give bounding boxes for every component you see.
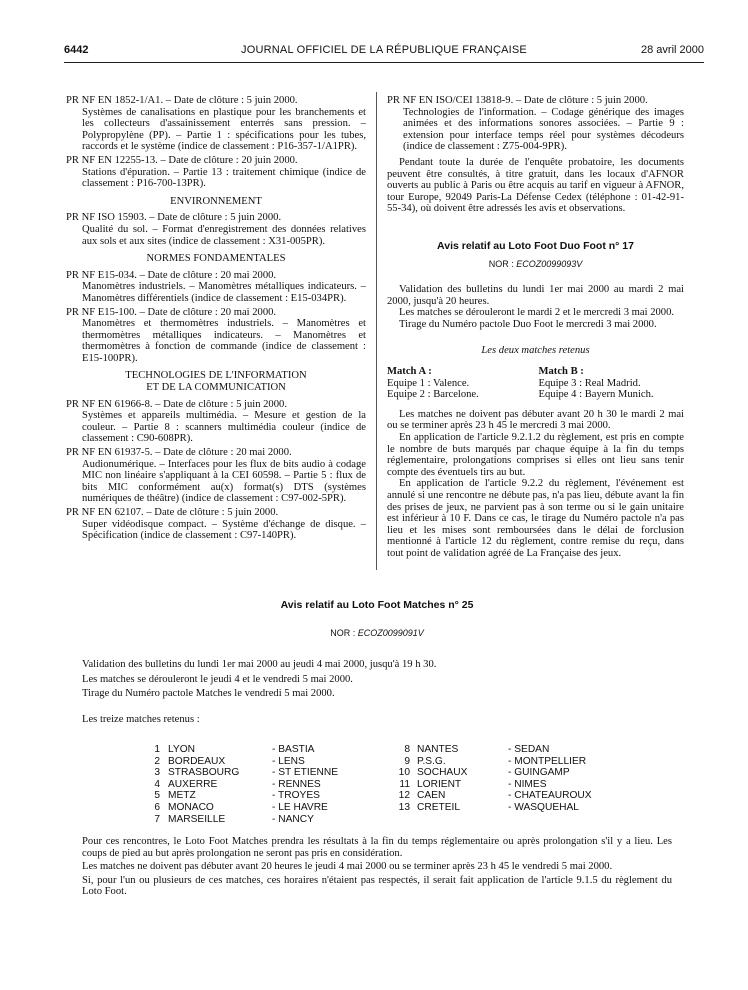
matches-paragraph: Si, pour l'un ou plusieurs de ces matches, ces horaires n'étaient pas respectés, il serait fait application de l'article 9.1.5 du règlement du Loto Foot. bbox=[82, 874, 672, 898]
treize-heading: Les treize matches retenus : bbox=[82, 713, 200, 725]
duo-line: Les matches se dérouleront le mardi 2 et le mercredi 3 mai 2000. bbox=[399, 307, 675, 319]
home-team: CAEN bbox=[417, 790, 446, 802]
home-team: CRETEIL bbox=[417, 801, 461, 813]
enquete-paragraph: Pendant toute la durée de l'enquête probatoire, les documents peuvent être consultés, à titre gratuit, dans les locaux d'AFNOR ouverts au public à Paris ou être acquis au tarif en vigueur à AFNOR, tour Europe, 92049 Paris-La Défense Cedex (téléphone : 01-42-91-55-34), où doivent être adressés les avis et observations. bbox=[387, 156, 684, 215]
page-header bbox=[64, 44, 704, 58]
section-heading: ENVIRONNEMENT bbox=[170, 195, 262, 207]
standard-body: Super vidéodisque compact. – Système d'échange de disque. – Spécification (indice de classement : C97-140PR). bbox=[82, 518, 366, 542]
teams-table bbox=[140, 744, 620, 825]
duo-foot-title: Avis relatif au Loto Foot Duo Foot n° 17 bbox=[437, 239, 634, 252]
duo-line: Tirage du Numéro pactole Duo Foot le mercredi 3 mai 2000. bbox=[399, 318, 657, 330]
standard-ref: PR NF EN 12255-13. – Date de clôture : 20 juin 2000. bbox=[66, 154, 298, 166]
match-number: 5 bbox=[154, 790, 160, 802]
away-team: - CHATEAUROUX bbox=[508, 790, 592, 802]
matches-paragraph: Les matches ne doivent pas débuter avant 20 heures le jeudi 4 mai 2000 ou se terminer après 23 h 45 le vendredi 5 mai 2000. bbox=[82, 861, 613, 873]
section-heading: TECHNOLOGIES DE L'INFORMATION bbox=[125, 370, 307, 382]
match-number: 11 bbox=[399, 778, 410, 790]
standard-entry bbox=[66, 507, 366, 542]
matches-line: Tirage du Numéro pactole Matches le vendredi 5 mai 2000. bbox=[82, 688, 335, 700]
match-number: 4 bbox=[154, 778, 160, 790]
matches-nor bbox=[82, 628, 672, 640]
standard-body: Stations d'épuration. – Partie 13 : traitement chimique (indice de classement : P16-700-13PR). bbox=[82, 166, 366, 190]
right-column bbox=[387, 95, 684, 560]
match-table bbox=[387, 366, 684, 401]
home-team: NANTES bbox=[417, 744, 459, 755]
home-team: LORIENT bbox=[417, 778, 462, 790]
match-number: 1 bbox=[154, 744, 160, 755]
standard-ref: PR NF EN ISO/CEI 13818-9. – Date de clôture : 5 juin 2000. bbox=[387, 95, 648, 106]
table-row bbox=[140, 779, 620, 791]
standard-body: Audionumérique. – Interfaces pour les flux de bits audio à codage MIC non linéaire s'appliquant à la CEI 60598. – Partie 5 : flux de bits MIC conformément au(x) format(s) DTS (systèmes numériques de théâtre) (indice de classement : C97-002-5PR). bbox=[82, 458, 366, 505]
table-row bbox=[140, 802, 620, 814]
standard-ref: PR NF EN 1852-1/A1. – Date de clôture : 5 juin 2000. bbox=[66, 95, 298, 106]
team-line: Equipe 1 : Valence. bbox=[387, 377, 470, 389]
away-team: - ST ETIENNE bbox=[272, 767, 339, 779]
standard-body: Manomètres et thermomètres industriels. – Manomètres et thermomètres métalliques indicateurs. – Manomètres et thermomètres à fonction de commande (indice de classement : E15-100PR). bbox=[82, 318, 366, 364]
standard-entry bbox=[66, 270, 366, 305]
issue-date: 28 avril 2000 bbox=[641, 44, 704, 56]
standard-entry bbox=[387, 95, 684, 153]
page-number: 6442 bbox=[64, 44, 89, 56]
table-row bbox=[140, 814, 620, 826]
standard-entry bbox=[66, 307, 366, 365]
standard-ref: PR NF E15-034. – Date de clôture : 20 mai 2000. bbox=[66, 269, 277, 281]
deux-matches-heading: Les deux matches retenus bbox=[481, 344, 590, 356]
standard-body: Manomètres industriels. – Manomètres métalliques indicateurs. – Manomètres différentiels (indice de classement : E15-034PR). bbox=[82, 281, 366, 304]
column-divider bbox=[376, 92, 377, 570]
matches-section bbox=[82, 600, 672, 726]
matches-paragraph: Pour ces rencontres, le Loto Foot Matches prendra les résultats à la fin du temps réglementaire ou après prolongation s'il y a lieu. Les coups de pied au but après prolongation ne seront pas pris en considération. bbox=[82, 836, 672, 859]
home-team: AUXERRE bbox=[168, 778, 218, 790]
home-team: LYON bbox=[168, 744, 195, 755]
standard-body: Systèmes et appareils multimédia. – Mesure et gestion de la couleur. – Partie 8 : scanners multimédia couleur (indice de classement : C90-608PR). bbox=[82, 410, 366, 445]
away-team: - GUINGAMP bbox=[508, 767, 570, 779]
journal-title: JOURNAL OFFICIEL DE LA RÉPUBLIQUE FRANÇAISE bbox=[241, 44, 527, 56]
standard-entry bbox=[66, 447, 366, 505]
match-number: 8 bbox=[404, 744, 410, 755]
duo-paragraph: En application de l'article 9.2.1.2 du règlement, est pris en compte le nombre de buts marqués par chaque équipe à la fin du temps réglementaire, prolongations comprises si elles ont lieu sans tenir compte des éventuels tirs au but. bbox=[387, 432, 684, 478]
nor-label: NOR : bbox=[488, 258, 514, 269]
matches-line: Validation des bulletins du lundi 1er mai 2000 au jeudi 4 mai 2000, jusqu'à 19 h 30. bbox=[82, 659, 437, 671]
standard-ref: PR NF EN 61937-5. – Date de clôture : 20 mai 2000. bbox=[66, 447, 292, 459]
home-team: SOCHAUX bbox=[417, 767, 468, 779]
duo-paragraph: En application de l'article 9.2.2 du règlement, l'événement est annulé si une rencontre ne débute pas, n'a pas lieu, débute avant la fin des prises de jeux, ne parvient pas à son terme ou si le gain unitaire est inférieur à 10 F. Dans ce cas, le tirage du Numéro pactole n'a pas lieu et les mises sont remboursées dans le délai de forclusion mentionné à l'article 12 du règlement, contre remise du reçu, dans tout point de validation agréé de La Française des jeux. bbox=[387, 478, 684, 559]
match-number: 3 bbox=[154, 767, 160, 779]
nor-label: NOR : bbox=[330, 627, 356, 638]
nor-code: ECOZ0099091V bbox=[357, 627, 424, 638]
standard-ref: PR NF EN 61966-8. – Date de clôture : 5 juin 2000. bbox=[66, 398, 287, 410]
left-column bbox=[66, 95, 366, 544]
home-team: STRASBOURG bbox=[168, 767, 240, 779]
table-row bbox=[140, 790, 620, 802]
standard-body: Technologies de l'information. – Codage générique des images animées et des informations sonores associées. – Partie 9 : extension pour interface temps réel pour systèmes décodeurs (indice de classement : Z75-004-9PR). bbox=[403, 106, 684, 153]
match-number: 6 bbox=[154, 801, 160, 813]
match-number: 12 bbox=[398, 790, 410, 802]
away-team: - NANCY bbox=[272, 813, 314, 825]
duo-line: Validation des bulletins du lundi 1er mai 2000 au mardi 2 mai 2000, jusqu'à 20 heures. bbox=[387, 284, 684, 307]
team-line: Equipe 2 : Barcelone. bbox=[387, 389, 479, 401]
match-a-heading: Match A : bbox=[387, 366, 432, 378]
match-b-heading: Match B : bbox=[538, 366, 584, 378]
away-team: - NIMES bbox=[508, 778, 547, 790]
home-team: MARSEILLE bbox=[168, 813, 226, 825]
standard-ref: PR NF E15-100. – Date de clôture : 20 mai 2000. bbox=[66, 306, 277, 318]
standard-body: Systèmes de canalisations en plastique pour les branchements et les collecteurs d'assainissement enterrés sans pression. – Polypropylène (PP). – Partie 1 : spécifications pour les tubes, raccords et le système (indice de classement : P16-357-1/A1PR). bbox=[82, 106, 366, 153]
away-team: - BASTIA bbox=[272, 744, 315, 755]
home-team: BORDEAUX bbox=[168, 755, 226, 767]
table-row bbox=[140, 744, 620, 756]
match-number: 2 bbox=[154, 755, 160, 767]
home-team: MONACO bbox=[168, 801, 214, 813]
match-number: 13 bbox=[398, 801, 410, 813]
match-number: 7 bbox=[154, 813, 160, 825]
matches-line: Les matches se dérouleront le jeudi 4 et le vendredi 5 mai 2000. bbox=[82, 673, 353, 685]
table-row bbox=[140, 767, 620, 779]
away-team: - SEDAN bbox=[508, 744, 550, 755]
section-heading: ET DE LA COMMUNICATION bbox=[146, 382, 286, 394]
duo-nor bbox=[387, 259, 684, 271]
team-line: Equipe 3 : Real Madrid. bbox=[538, 377, 641, 389]
standard-entry bbox=[66, 95, 366, 153]
header-rule bbox=[64, 62, 704, 63]
standard-entry bbox=[66, 399, 366, 445]
away-team: - LENS bbox=[272, 755, 305, 767]
home-team: P.S.G. bbox=[417, 755, 446, 767]
team-line: Equipe 4 : Bayern Munich. bbox=[538, 389, 654, 401]
standard-entry bbox=[66, 155, 366, 190]
away-team: - WASQUEHAL bbox=[508, 801, 579, 813]
away-team: - LE HAVRE bbox=[272, 801, 328, 813]
match-number: 10 bbox=[398, 767, 410, 779]
away-team: - MONTPELLIER bbox=[508, 755, 587, 767]
standard-entry bbox=[66, 212, 366, 247]
away-team: - TROYES bbox=[272, 790, 320, 802]
home-team: METZ bbox=[168, 790, 196, 802]
duo-paragraph: Les matches ne doivent pas débuter avant 20 h 30 le mardi 2 mai ou se terminer après 23 h 45 le mercredi 3 mai 2000. bbox=[387, 408, 684, 432]
matches-title: Avis relatif au Loto Foot Matches n° 25 bbox=[280, 599, 474, 611]
standard-ref: PR NF EN 62107. – Date de clôture : 5 juin 2000. bbox=[66, 507, 279, 518]
section-heading: NORMES FONDAMENTALES bbox=[146, 253, 286, 265]
matches-notes bbox=[82, 836, 672, 898]
table-row bbox=[140, 756, 620, 768]
standard-ref: PR NF ISO 15903. – Date de clôture : 5 juin 2000. bbox=[66, 212, 282, 224]
standard-body: Qualité du sol. – Format d'enregistrement des données relatives aux sols et aux sites (indice de classement : X31-005PR). bbox=[82, 223, 366, 247]
match-number: 9 bbox=[404, 755, 410, 767]
nor-code: ECOZ0099093V bbox=[516, 258, 583, 269]
away-team: - RENNES bbox=[272, 778, 321, 790]
